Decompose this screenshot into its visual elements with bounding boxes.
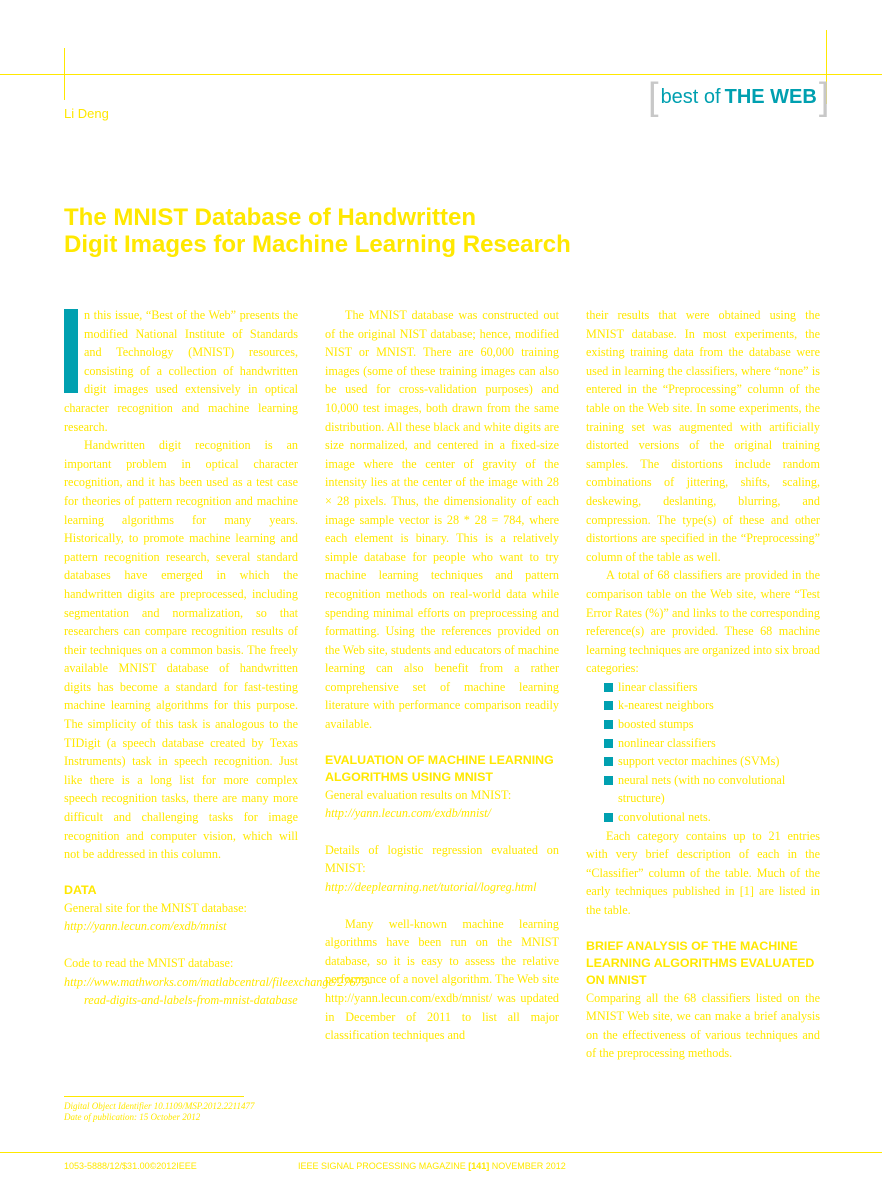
heading-evaluation: EVALUATION OF MACHINE LEARNING ALGORITHMS USING MNIST [325, 752, 554, 784]
magazine-name: IEEE SIGNAL PROCESSING MAGAZINE [298, 1161, 466, 1171]
page-number: [141] [468, 1161, 490, 1171]
author-name: Li Deng [64, 106, 109, 121]
logreg-link[interactable]: http://deeplearning.net/tutorial/logreg.html [325, 880, 537, 895]
footer-rule [0, 1152, 882, 1153]
paragraph-brief-analysis: Comparing all the 68 classifiers listed on the MNIST Web site, we can make a brief analysis on the effectiveness of various techniques and of the preprocessing methods. [586, 990, 820, 1061]
heading-data: DATA [64, 882, 97, 897]
category-item: boosted stumps [604, 715, 820, 734]
title-line-1: The MNIST Database of Handwritten [64, 204, 477, 231]
paragraph-category-entries: Each category contains up to 21 entries with very brief description of each in the “Classifier” column of the table. Much of the early techniques published in [1] are listed in the table. [586, 828, 820, 917]
article-title [64, 204, 624, 258]
publication-date: Date of publication: 15 October 2012 [64, 1112, 201, 1122]
dropcap-I [64, 309, 78, 393]
mnist-site-link[interactable]: http://yann.lecun.com/exdb/mnist [64, 919, 227, 934]
paragraph-classifiers-total: A total of 68 classifiers are provided in the comparison table on the Web site, where “Test Error Rates (%)” and links to the corresponding reference(s) are provided. These 68 machine learning techniques are organized into six broad categories: [586, 568, 820, 676]
code-label: Code to read the MNIST database: [64, 956, 234, 970]
category-item: neural nets (with no convolutional structure) [604, 771, 820, 808]
bracket-open: [ [648, 76, 659, 118]
intro-paragraph: n this issue, “Best of the Web” presents the modified National Institute of Standards and Technology (MNIST) resources, consisting of a collection of handwritten digit images used extensively in optical character recognition and machine learning research. [64, 308, 298, 434]
footer-center [298, 1161, 566, 1171]
data-site-label: General site for the MNIST database: [64, 900, 247, 915]
footnote-rule [64, 1096, 244, 1097]
issue-date: NOVEMBER 2012 [491, 1161, 566, 1171]
paragraph-mnist-construction: The MNIST database was constructed out of the original NIST database; hence, modified NIST or MNIST. There are 60,000 training images (some of these training images can also be used for cross-validation purposes) and 10,000 test images, both drawn from the same distribution. All these black and white digits are size normalized, and centered in a fixed-size image where the center of gravity of the intensity lies at the center of the image with 28 × 28 pixels. Thus, the dimensionality of each image sample vector is 28 * 28 = 784, where each element is binary. This is a relatively simple database for people who want to try machine learning techniques and pattern recognition methods on real-world data while spending minimal efforts on preprocessing and formatting. Using the references provided on the Web site, students and educators of machine learning can also benefit from a rather comprehensive set of machine learning literature with performance comparison readily available. [325, 308, 559, 732]
footnote [64, 1101, 254, 1123]
category-item: linear classifiers [604, 678, 820, 697]
heading-brief-analysis: BRIEF ANALYSIS OF THE MACHINE LEARNING ALGORITHMS EVALUATED ON MNIST [586, 938, 815, 987]
header-left-rule [64, 48, 65, 100]
logreg-label: Details of logistic regression evaluated on MNIST: [325, 842, 559, 876]
category-item: convolutional nets. [604, 808, 820, 827]
paragraph-handwritten-recognition: Handwritten digit recognition is an important problem in optical character recognition, and it has been used as a test case for theories of pattern recognition and machine learning algorithms for many years. Historically, to promote machine learning and pattern recognition research, several standard databases have emerged in which the handwritten digits are preprocessed, including segmentation and normalization, so that researchers can compare recognition results of their techniques on a common basis. The freely available MNIST database of handwritten digits has become a standard for fast-testing machine learning algorithms for this purpose. The simplicity of this task is analogous to the TIDigit (a speech database created by Texas Instruments) task in speech recognition. Just like there is a long list for more complex speech recognition tasks, there are many more difficult and challenging tasks for image recognition and computer vision, which will not be addressed in this column. [64, 438, 298, 862]
category-list [586, 678, 820, 827]
section-tag-left: best of [660, 85, 721, 108]
eval-results-link[interactable]: http://yann.lecun.com/exdb/mnist/ [325, 806, 491, 821]
eval-results-label: General evaluation results on MNIST: [325, 787, 512, 802]
category-item: support vector machines (SVMs) [604, 752, 820, 771]
paragraph-results: their results that were obtained using the MNIST database. In most experiments, the existing training data from the database were used in learning the classifiers, where “none” is entered in the “Preprocessing” column of the table on the Web site. In some experiments, the training set was augmented with artificially distorted versions of the original training samples. The distortions include random combinations of jittering, shifts, scaling, deskewing, deslanting, blurring, and compression. The type(s) of these and other distortions are specified in the “Preprocessing” column of the table as well. [586, 308, 820, 564]
footer-copyright: 1053-5888/12/$31.00©2012IEEE [64, 1161, 197, 1171]
category-item: k-nearest neighbors [604, 696, 820, 715]
doi-text: Digital Object Identifier 10.1109/MSP.2012.2211477 [64, 1101, 255, 1111]
section-tag [648, 76, 830, 118]
column-1 [64, 306, 372, 1010]
title-line-2: Digit Images for Machine Learning Research [64, 231, 571, 258]
column-2 [325, 306, 559, 1045]
matlab-code-link[interactable]: http://www.mathworks.com/matlabcentral/fileexchange/27675-read-digits-and-labels-from-mnist-database [64, 974, 372, 1008]
column-3 [586, 306, 820, 1063]
header-rule [0, 74, 882, 75]
bracket-close: ] [818, 76, 830, 118]
section-tag-right: THE WEB [724, 85, 817, 108]
paragraph-algorithms-run: Many well-known machine learning algorithms have been run on the MNIST database, so it is easy to assess the relative performance of a novel algorithm. The Web site http://yann.lecun.com/exdb/mnist/ was updated in December of 2011 to list all major classification techniques and [325, 916, 559, 1043]
category-item: nonlinear classifiers [604, 734, 820, 753]
